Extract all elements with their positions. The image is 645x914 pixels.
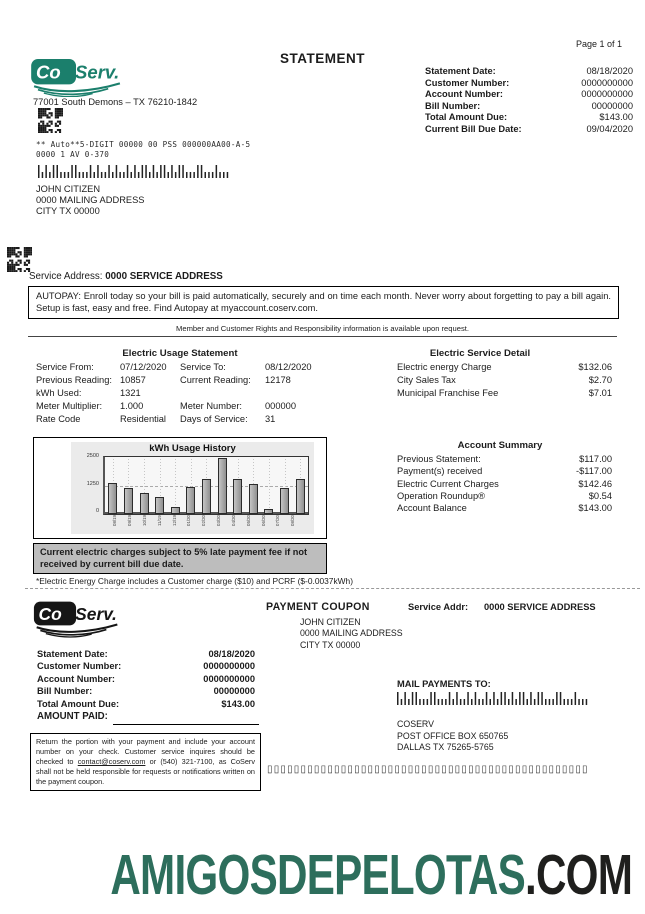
summary-amount: -$117.00 bbox=[575, 466, 612, 477]
summary-amount: $0.54 bbox=[588, 490, 612, 501]
chart-plot-area bbox=[103, 456, 309, 515]
usage-bar bbox=[218, 458, 227, 514]
field-label: Customer Number: bbox=[37, 661, 122, 672]
usage-bar bbox=[140, 493, 149, 514]
usage-row bbox=[36, 387, 336, 400]
coupon-row bbox=[37, 685, 255, 697]
logo-co-text: Co bbox=[38, 603, 62, 624]
usage-bar-slot bbox=[230, 457, 246, 514]
summary-label: Operation Roundup® bbox=[397, 490, 485, 501]
utility-address: 77001 South Demons – TX 76210-1842 bbox=[33, 97, 198, 107]
usage-bar bbox=[296, 479, 305, 514]
usage-bar bbox=[186, 487, 195, 514]
usage-bar bbox=[249, 484, 258, 514]
usage-value bbox=[265, 387, 336, 400]
usage-bar bbox=[233, 479, 242, 514]
info-row bbox=[425, 78, 633, 90]
summary-label: Electric Current Charges bbox=[397, 478, 499, 489]
field-value: $143.00 bbox=[221, 698, 255, 709]
summary-row bbox=[397, 465, 612, 477]
field-value: 00000000 bbox=[213, 686, 255, 697]
return-note-text: or (540) 321-7100, as CoServ shall not be held responsible for requests or notifications written on the payment coupon. bbox=[36, 757, 256, 787]
usage-bar bbox=[108, 483, 117, 514]
x-tick-label: 09/19 bbox=[127, 515, 133, 526]
usage-row bbox=[36, 400, 336, 413]
usage-history-chart bbox=[71, 442, 314, 534]
usage-label: Previous Reading: bbox=[36, 374, 112, 385]
summary-label: Account Balance bbox=[397, 503, 467, 514]
remittance-address-block bbox=[397, 719, 508, 754]
charge-label: Electric energy Charge bbox=[397, 362, 492, 372]
coupon-fields-table bbox=[37, 648, 255, 710]
usage-bar-slot bbox=[292, 457, 308, 514]
usage-bar-slot bbox=[167, 457, 183, 514]
recipient-name: JOHN CITIZEN bbox=[36, 184, 101, 194]
usage-bar-slot bbox=[277, 457, 293, 514]
usage-bar bbox=[264, 509, 273, 514]
usage-row bbox=[36, 374, 336, 387]
usage-value: 31 bbox=[265, 413, 276, 424]
logo-co-text: Co bbox=[36, 61, 61, 83]
field-value: 08/18/2020 bbox=[586, 66, 633, 76]
charge-amount: $7.01 bbox=[588, 387, 612, 398]
mail-payments-label: MAIL PAYMENTS TO: bbox=[397, 679, 491, 689]
charge-row bbox=[397, 374, 612, 387]
usage-label: Rate Code bbox=[36, 413, 81, 424]
charge-amount: $2.70 bbox=[588, 374, 612, 385]
x-tick-label: 06/20 bbox=[260, 515, 266, 526]
field-value: 09/04/2020 bbox=[586, 123, 633, 134]
x-tick-label: 10/19 bbox=[142, 515, 148, 526]
usage-history-chart-box bbox=[33, 437, 327, 539]
page-number: Page 1 of 1 bbox=[575, 39, 622, 49]
usage-label: Service From: bbox=[36, 362, 94, 372]
amount-paid-label: AMOUNT PAID: bbox=[37, 711, 108, 722]
x-tick-label: 07/20 bbox=[275, 515, 281, 526]
remit-name: COSERV bbox=[397, 719, 434, 729]
usage-label: Meter Number: bbox=[180, 400, 242, 411]
info-row bbox=[425, 112, 633, 124]
field-label: Customer Number: bbox=[425, 77, 510, 88]
usage-bar-slot bbox=[214, 457, 230, 514]
chart-x-axis bbox=[103, 515, 306, 526]
coupon-row bbox=[37, 648, 255, 660]
usage-label: kWh Used: bbox=[36, 387, 82, 398]
service-address-value: 0000 SERVICE ADDRESS bbox=[105, 271, 223, 282]
coupon-recipient-block bbox=[300, 617, 403, 651]
chart-title: kWh Usage History bbox=[149, 443, 236, 454]
usage-label: Meter Multiplier: bbox=[36, 400, 103, 411]
field-label: Bill Number: bbox=[37, 686, 93, 697]
coserv-logo bbox=[30, 58, 124, 102]
charge-row bbox=[397, 387, 612, 400]
info-row bbox=[425, 124, 633, 136]
qr-code bbox=[7, 247, 32, 272]
y-tick-label: 1250 bbox=[86, 481, 99, 487]
usage-row bbox=[36, 413, 336, 426]
field-value: 0000000000 bbox=[581, 89, 633, 100]
x-tick-label: 02/20 bbox=[201, 515, 207, 526]
service-address-line bbox=[29, 271, 223, 282]
recipient-city: CITY TX 00000 bbox=[36, 206, 100, 217]
usage-label: Service To: bbox=[180, 362, 226, 372]
field-label: Total Amount Due: bbox=[425, 112, 508, 123]
y-tick-label: 2500 bbox=[86, 453, 99, 459]
late-fee-notice: Current electric charges subject to 5% late payment fee if not received by current bill due date. bbox=[33, 543, 327, 574]
x-tick-label: 08/20 bbox=[290, 515, 296, 526]
usage-value: 000000 bbox=[265, 400, 297, 411]
x-tick-label: 03/20 bbox=[216, 515, 222, 526]
usage-bar-slot bbox=[121, 457, 137, 514]
summary-label: Previous Statement: bbox=[397, 454, 481, 464]
summary-amount: $117.00 bbox=[579, 454, 612, 464]
field-value: 0000000000 bbox=[203, 673, 255, 684]
charge-label: City Sales Tax bbox=[397, 374, 456, 385]
coserv-logo-black bbox=[33, 596, 121, 647]
member-rights-note: Member and Customer Rights and Responsibility information is available upon request. bbox=[176, 324, 469, 333]
remit-city: DALLAS TX 75265-5765 bbox=[397, 742, 494, 752]
usage-value: 08/12/2020 bbox=[265, 362, 312, 372]
field-label: Statement Date: bbox=[425, 66, 496, 76]
account-summary-title: Account Summary bbox=[457, 440, 543, 451]
summary-amount: $143.00 bbox=[578, 503, 612, 514]
field-label: Current Bill Due Date: bbox=[425, 123, 522, 134]
recipient-street: 0000 MAILING ADDRESS bbox=[300, 628, 403, 639]
summary-label: Payment(s) received bbox=[397, 466, 483, 477]
summary-row bbox=[397, 502, 612, 514]
postnet-barcode bbox=[38, 165, 230, 178]
usage-bar bbox=[280, 488, 289, 514]
usage-bar-slot bbox=[152, 457, 168, 514]
logo-serv-text: Serv. bbox=[75, 603, 117, 624]
summary-amount: $142.46 bbox=[578, 478, 612, 489]
usage-section-title: Electric Usage Statement bbox=[122, 348, 238, 359]
summary-row bbox=[397, 490, 612, 502]
y-tick-label: 0 bbox=[95, 508, 99, 514]
field-value: 0000000000 bbox=[581, 77, 633, 88]
summary-row bbox=[397, 478, 612, 490]
usage-bar-slot bbox=[136, 457, 152, 514]
usage-value: Residential bbox=[120, 413, 166, 424]
info-row bbox=[425, 89, 633, 101]
service-detail-title: Electric Service Detail bbox=[429, 348, 531, 359]
usage-value: 1.000 bbox=[120, 400, 144, 411]
summary-row bbox=[397, 453, 612, 465]
statement-info-table bbox=[425, 66, 633, 136]
usage-row bbox=[36, 361, 336, 374]
account-summary-table bbox=[397, 453, 612, 514]
amount-paid-input-line[interactable] bbox=[113, 708, 259, 725]
x-tick-label: 12/19 bbox=[171, 515, 177, 526]
field-label: Bill Number: bbox=[425, 100, 481, 111]
info-row bbox=[425, 66, 633, 78]
site-watermark bbox=[110, 842, 632, 908]
autopay-notice-box: AUTOPAY: Enroll today so your bill is paid automatically, securely and on time each month. Never worry about forgetting to pay a bill again. Setup is fast, easy and free. Find Autopay at myaccount.coserv.com. bbox=[28, 286, 619, 319]
chart-bars bbox=[105, 457, 308, 514]
field-label: Statement Date: bbox=[37, 649, 108, 659]
field-value: $143.00 bbox=[599, 112, 633, 123]
charge-label: Municipal Franchise Fee bbox=[397, 387, 499, 398]
mail-sort-line-2: 0000 1 AV 0-370 bbox=[36, 149, 110, 159]
mail-sort-line-1: ** Auto**5-DIGIT 00000 00 PSS 000000AA00-A-5 bbox=[36, 140, 251, 149]
mailing-address-block bbox=[36, 184, 145, 218]
usage-value: 07/12/2020 bbox=[120, 362, 167, 372]
coupon-service-addr-value: 0000 SERVICE ADDRESS bbox=[484, 602, 596, 612]
payment-coupon-title: PAYMENT COUPON bbox=[266, 601, 370, 613]
usage-bar-slot bbox=[245, 457, 261, 514]
usage-bar bbox=[124, 488, 133, 514]
usage-bar-slot bbox=[183, 457, 199, 514]
x-tick-label: 11/19 bbox=[156, 515, 162, 526]
field-label: Total Amount Due: bbox=[37, 698, 120, 709]
remit-street: POST OFFICE BOX 650765 bbox=[397, 730, 509, 741]
mail-sort-line bbox=[36, 140, 250, 159]
return-portion-notice bbox=[30, 733, 261, 791]
usage-bar-slot bbox=[199, 457, 215, 514]
recipient-name: JOHN CITIZEN bbox=[300, 617, 361, 627]
field-value: 0000000000 bbox=[203, 661, 255, 672]
usage-table bbox=[36, 361, 336, 426]
charge-row bbox=[397, 361, 612, 374]
usage-value: 10857 bbox=[120, 374, 146, 385]
x-tick-label: 01/20 bbox=[186, 515, 192, 526]
energy-charge-footnote: *Electric Energy Charge includes a Customer charge ($10) and PCRF ($-0.0037kWh) bbox=[36, 576, 353, 586]
usage-bar bbox=[202, 479, 211, 514]
watermark-name: AMIGOSDEPELOTAS bbox=[110, 843, 525, 907]
qr-code bbox=[38, 108, 63, 133]
recipient-street: 0000 MAILING ADDRESS bbox=[36, 195, 145, 206]
usage-value: 12178 bbox=[265, 374, 291, 385]
service-address-label: Service Address: bbox=[29, 271, 106, 282]
field-value: 00000000 bbox=[591, 100, 633, 111]
service-detail-table bbox=[397, 361, 612, 400]
usage-label: Current Reading: bbox=[180, 374, 251, 385]
usage-bar-slot bbox=[105, 457, 121, 514]
usage-value: 1321 bbox=[120, 387, 141, 398]
usage-bar bbox=[171, 507, 180, 514]
charge-amount: $132.06 bbox=[578, 362, 612, 372]
watermark-tld: .COM bbox=[524, 843, 632, 907]
section-divider bbox=[28, 336, 617, 337]
x-tick-label: 05/20 bbox=[245, 515, 251, 526]
postnet-barcode bbox=[397, 692, 589, 705]
info-row bbox=[425, 101, 633, 113]
usage-label bbox=[180, 387, 265, 400]
field-label: Account Number: bbox=[37, 673, 115, 684]
coupon-row bbox=[37, 660, 255, 672]
logo-serv-text: Serv. bbox=[75, 61, 120, 83]
coupon-row bbox=[37, 673, 255, 685]
return-note-text: Return the portion with your payment and include your account number on your check. Customer service inquires should be checked to bbox=[36, 737, 255, 767]
perforation-line bbox=[25, 588, 640, 589]
contact-email-link[interactable]: contact@coserv.com bbox=[77, 757, 146, 767]
coupon-service-addr-label: Service Addr: bbox=[408, 602, 469, 612]
field-label: Account Number: bbox=[425, 89, 503, 100]
x-tick-label: 04/20 bbox=[230, 515, 236, 526]
usage-bar bbox=[155, 497, 164, 514]
field-value: 08/18/2020 bbox=[208, 649, 255, 659]
recipient-city: CITY TX 00000 bbox=[300, 639, 361, 650]
statement-title: STATEMENT bbox=[280, 51, 365, 66]
x-tick-label: 08/19 bbox=[112, 515, 118, 526]
usage-label: Days of Service: bbox=[180, 413, 248, 424]
ocr-scan-marks: ▯▯▯▯▯▯▯▯▯▯▯▯▯▯▯▯▯▯▯▯▯▯▯▯▯▯▯▯▯▯▯▯▯▯▯▯▯▯▯▯▯▯▯▯▯▯▯▯ bbox=[267, 764, 589, 775]
usage-bar-slot bbox=[261, 457, 277, 514]
